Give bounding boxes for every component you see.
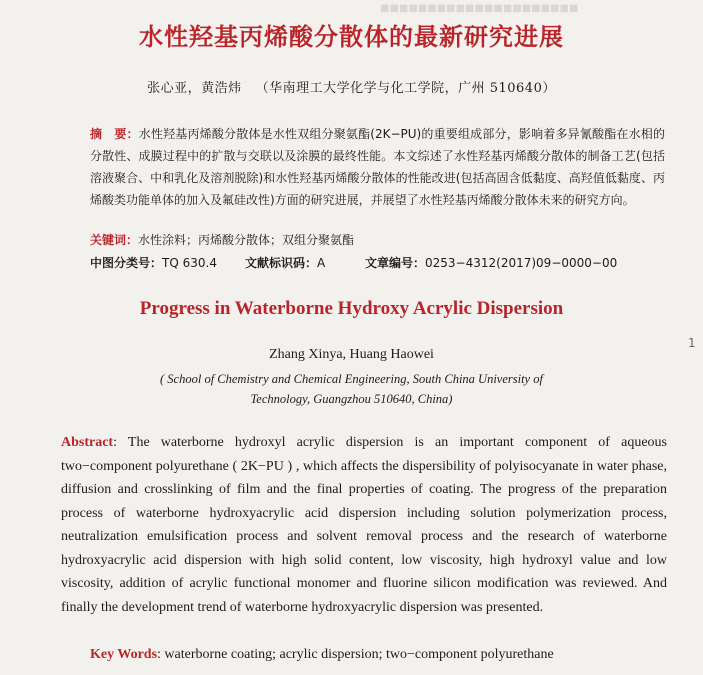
affiliation-en-line1: ( School of Chemistry and Chemical Engineering, South China University of — [160, 372, 543, 386]
keywords-cn — [90, 231, 354, 248]
abstract-cn — [90, 123, 665, 211]
affiliation-cn: （华南理工大学化学与化工学院，广州 510640） — [255, 81, 556, 96]
margin-mark: 1 — [688, 336, 696, 350]
abstract-en-text: : The waterborne hydroxyl acrylic dispersion is an important component of aqueous two−component polyurethane ( 2K−PU ) , which affects the dispersibility of polyisocyanate in water phase, diffusion and crosslinking of film and the final properties of coating. The progress of the preparation process of waterborne hydroxyacrylic acid dispersion including solution polymerization process, neutralization emulsification process and solvent removal process and the research of waterborne hydroxyacrylic acid dispersion with high solid content, low viscosity, high hydroxyl value and low viscosity, addition of acrylic functional monomer and fluorine silicon modification was reviewed. And finally the development trend of waterborne hydroxyacrylic dispersion was presented. — [61, 435, 667, 615]
abstract-cn-text: 水性羟基丙烯酸分散体是水性双组分聚氨酯(2K−PU)的重要组成部分，影响着多异氰酸酯在水相的分散性、成膜过程中的扩散与交联以及涂膜的最终性能。本文综述了水性羟基丙烯酸分散体的制备工艺(包括溶液聚合、中和乳化及溶剂脱除)和水性羟基丙烯酸分散体的性能改进(包括高固含低黏度、高羟值低黏度、丙烯酸类功能单体的加入及氟硅改性)方面的研究进展，并展望了水性羟基丙烯酸分散体未来的研究方向。 — [90, 127, 665, 207]
classification-number-value: TQ 630.4 — [162, 256, 217, 270]
article-number-value: 0253−4312(2017)09−0000−00 — [425, 256, 618, 270]
document-code-label: 文献标识码： — [245, 256, 318, 270]
authors-cn-line — [0, 77, 703, 96]
keywords-en-label: Key Words — [90, 647, 158, 662]
abstract-en-label: Abstract — [61, 435, 114, 450]
authors-en: Zhang Xinya, Huang Haowei — [269, 347, 434, 362]
document-code — [245, 254, 365, 271]
keywords-en — [90, 647, 554, 663]
affiliation-en-line2: Technology, Guangzhou 510640, China) — [250, 392, 453, 406]
keywords-en-text: : waterborne coating; acrylic dispersion; two−component polyurethane — [157, 647, 554, 662]
classification-number-label: 中图分类号： — [90, 256, 163, 270]
classification-row — [90, 254, 665, 271]
classification-number — [90, 254, 245, 271]
article-number-label: 文章编号： — [365, 256, 426, 270]
authors-cn: 张心亚，黄浩炜 — [147, 81, 242, 96]
abstract-en — [61, 431, 667, 619]
title-cn: 水性羟基丙烯酸分散体的最新研究进展 — [139, 23, 564, 51]
bleed-through-texture: ■■■■■■■■■■■■■■■■■■■■■ — [380, 3, 579, 14]
affiliation-en — [0, 369, 703, 409]
title-en: Progress in Waterborne Hydroxy Acrylic Dispersion — [139, 298, 564, 319]
keywords-cn-text: 水性涂料；丙烯酸分散体；双组分聚氨酯 — [138, 233, 355, 247]
keywords-cn-label: 关键词： — [90, 233, 139, 247]
abstract-cn-label: 摘 要： — [90, 127, 139, 141]
document-code-value: A — [317, 256, 326, 270]
article-number — [365, 254, 665, 271]
